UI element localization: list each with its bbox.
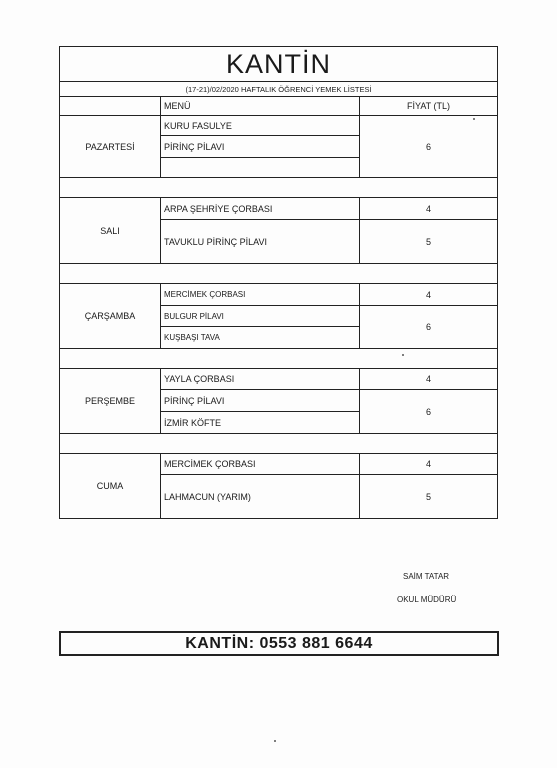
price-value: 6 (360, 116, 498, 178)
spacer-cell (60, 349, 498, 369)
spacer-row (60, 434, 498, 454)
day-column-header (60, 97, 161, 116)
price-column-header: FİYAT (TL) (360, 97, 498, 116)
menu-item (161, 158, 360, 178)
scan-speck (473, 118, 475, 120)
day-label: CUMA (60, 454, 161, 519)
day-label: PERŞEMBE (60, 369, 161, 434)
menu-item: BULGUR PİLAVI (161, 306, 360, 327)
column-header-row (60, 97, 498, 116)
menu-item: YAYLA ÇORBASI (161, 369, 360, 390)
menu-column-header: MENÜ (161, 97, 360, 116)
spacer-cell (60, 434, 498, 454)
title-row (60, 47, 498, 82)
price-value: 5 (360, 220, 498, 264)
spacer-cell (60, 178, 498, 198)
menu-item: LAHMACUN (YARIM) (161, 475, 360, 519)
price-value: 4 (360, 369, 498, 390)
weekly-menu-table (59, 46, 498, 519)
price-value: 6 (360, 306, 498, 349)
day-label: SALI (60, 198, 161, 264)
table-row (60, 198, 498, 220)
menu-item: MERCİMEK ÇORBASI (161, 284, 360, 306)
table-row (60, 116, 498, 136)
scan-speck (274, 740, 276, 742)
menu-item: İZMİR KÖFTE (161, 412, 360, 434)
scan-speck (402, 354, 404, 356)
subtitle-row (60, 82, 498, 97)
price-value: 4 (360, 284, 498, 306)
signer-role: OKUL MÜDÜRÜ (397, 595, 457, 604)
spacer-row (60, 349, 498, 369)
price-value: 4 (360, 454, 498, 475)
spacer-row (60, 264, 498, 284)
menu-item: PİRİNÇ PİLAVI (161, 390, 360, 412)
price-value: 4 (360, 198, 498, 220)
signer-name: SAİM TATAR (403, 572, 450, 581)
day-label: ÇARŞAMBA (60, 284, 161, 349)
table-row (60, 284, 498, 306)
price-value: 5 (360, 475, 498, 519)
menu-item: PİRİNÇ PİLAVI (161, 136, 360, 158)
table-row (60, 454, 498, 475)
spacer-cell (60, 264, 498, 284)
canteen-phone-banner: KANTİN: 0553 881 6644 (59, 631, 499, 656)
menu-item: ARPA ŞEHRİYE ÇORBASI (161, 198, 360, 220)
menu-item: MERCİMEK ÇORBASI (161, 454, 360, 475)
table-row (60, 369, 498, 390)
page-subtitle: (17-21)/02/2020 HAFTALIK ÖĞRENCİ YEMEK LİSTESİ (60, 82, 498, 97)
menu-item: KUŞBAŞI TAVA (161, 327, 360, 349)
price-value: 6 (360, 390, 498, 434)
day-label: PAZARTESİ (60, 116, 161, 178)
menu-sheet (59, 46, 497, 519)
spacer-row (60, 178, 498, 198)
page-title: KANTİN (60, 47, 498, 82)
menu-item: KURU FASULYE (161, 116, 360, 136)
menu-item: TAVUKLU PİRİNÇ PİLAVI (161, 220, 360, 264)
